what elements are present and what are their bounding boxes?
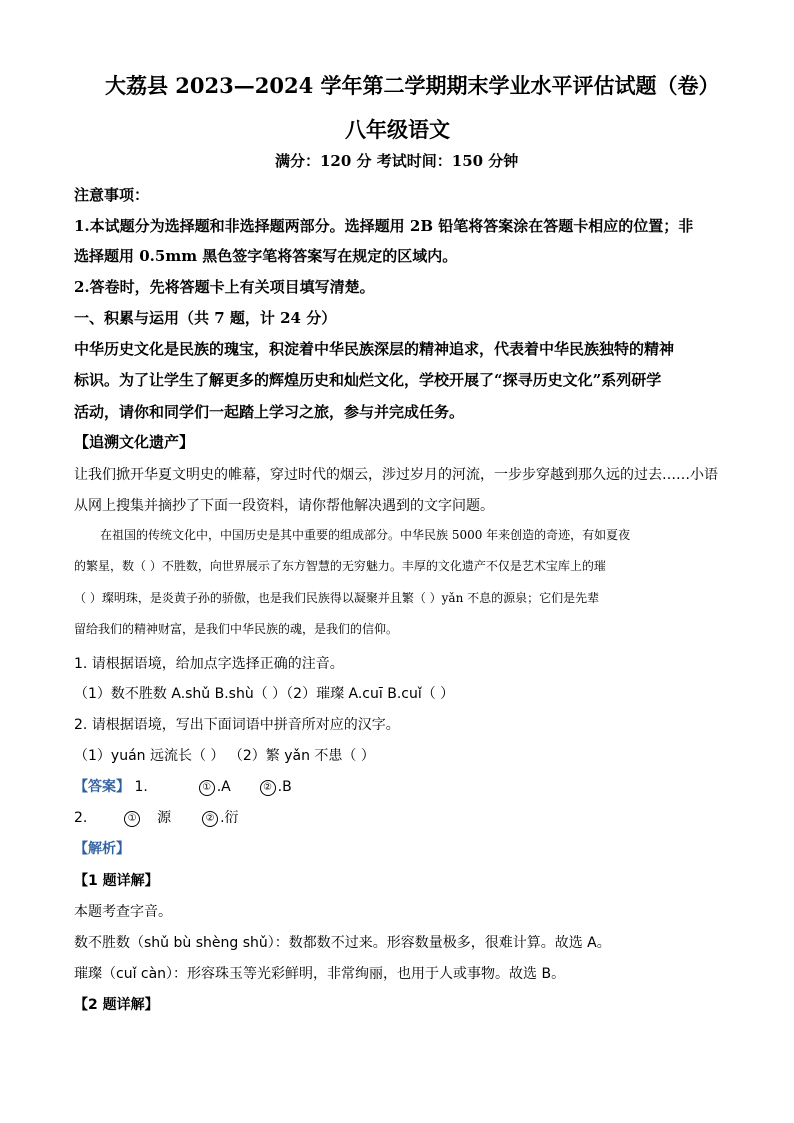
- question-1-options: （1）数不胜数 A.shǔ B.shù（ ）（2）璀璨 A.cuī B.cuǐ（ ）: [74, 686, 455, 702]
- answer-2-number: 2.: [74, 810, 88, 826]
- section-heading: 一、积累与运用（共 7 题，计 24 分）: [74, 309, 337, 327]
- question-2-options: （1）yuán 远流长（ ） （2）繁 yǎn 不患（ ）: [74, 748, 375, 764]
- passage-line-3: （ ）璨明珠，是炎黄子孙的骄傲，也是我们民族得以凝聚并且繁（ ）yǎn 不息的源泉；它们是先辈: [74, 591, 600, 605]
- intro-line-1: 中华历史文化是民族的瑰宝，积淀着中华民族深层的精神追求，代表着中华民族独特的精神: [74, 340, 675, 358]
- circle-number-3: ①: [124, 811, 140, 827]
- answer-row-2: [74, 807, 239, 827]
- answer-label: 【答案】: [74, 779, 130, 795]
- answer-1-choice-1: .A: [216, 779, 231, 795]
- score-time: 满分：120 分 考试时间：150 分钟: [275, 152, 519, 170]
- notice-item-2: 2.答卷时，先将答题卡上有关项目填写清楚。: [74, 278, 375, 296]
- detail-1-intro: 本题考查字音。: [74, 904, 172, 920]
- subject-title: 八年级语文: [345, 117, 450, 142]
- question-1: 1. 请根据语境，给加点字选择正确的注音。: [74, 656, 344, 672]
- circle-number-2: ②: [260, 780, 276, 796]
- notice-heading: 注意事项：: [74, 186, 150, 204]
- detail-1-heading: 【1 题详解】: [74, 873, 159, 889]
- lead-line-1: 让我们掀开华夏文明史的帷幕，穿过时代的烟云，涉过岁月的河流，一步步穿越到那久远的过去……小语: [74, 467, 718, 483]
- circle-number-4: ②: [202, 811, 218, 827]
- answer-2-choice-2: .衍: [220, 810, 239, 826]
- intro-line-3: 活动，请你和同学们一起踏上学习之旅，参与并完成任务。: [74, 403, 465, 421]
- passage-line-1: 在祖国的传统文化中，中国历史是其中重要的组成部分。中华民族 5000 年来创造的奇迹，有如夏夜: [100, 528, 631, 542]
- passage-line-2: 的繁星，数（ ）不胜数，向世界展示了东方智慧的无穷魅力。丰厚的文化遗产不仅是艺术宝库上的璀: [74, 559, 606, 573]
- question-2: 2. 请根据语境，写出下面词语中拼音所对应的汉字。: [74, 717, 400, 733]
- notice-item-1-line-1: 1.本试题分为选择题和非选择题两部分。选择题用 2B 铅笔将答案涂在答题卡相应的位置；非: [74, 217, 694, 235]
- passage-line-4: 留给我们的精神财富，是我们中华民族的魂，是我们的信仰。: [74, 622, 399, 636]
- intro-line-2: 标识。为了让学生了解更多的辉煌历史和灿烂文化，学校开展了“探寻历史文化”系列研学: [74, 371, 662, 389]
- detail-1-line-2: 璀璨（cuǐ càn）：形容珠玉等光彩鲜明，非常绚丽，也用于人或事物。故选 B。: [74, 966, 566, 982]
- detail-2-heading: 【2 题详解】: [74, 997, 159, 1013]
- notice-item-1-line-2: 选择题用 0.5mm 黑色签字笔将答案写在规定的区域内。: [74, 247, 458, 265]
- detail-1-line-1: 数不胜数（shǔ bù shèng shǔ）：数都数不过来。形容数量极多，很难计算。故选 A。: [74, 935, 611, 951]
- answer-row-1: [74, 776, 292, 796]
- analysis-label: 【解析】: [74, 841, 130, 857]
- circle-number-1: ①: [199, 780, 215, 796]
- answer-1-number: 1.: [134, 779, 148, 795]
- exam-title: 大荔县 2023—2024 学年第二学期期末学业水平评估试题（卷）: [105, 73, 720, 98]
- answer-2-choice-1: 源: [157, 810, 172, 826]
- lead-line-2: 从网上搜集并摘抄了下面一段资料，请你帮他解决遇到的文字问题。: [74, 498, 494, 514]
- answer-1-choice-2: .B: [277, 779, 292, 795]
- sub-heading: 【追溯文化遗产】: [74, 433, 195, 451]
